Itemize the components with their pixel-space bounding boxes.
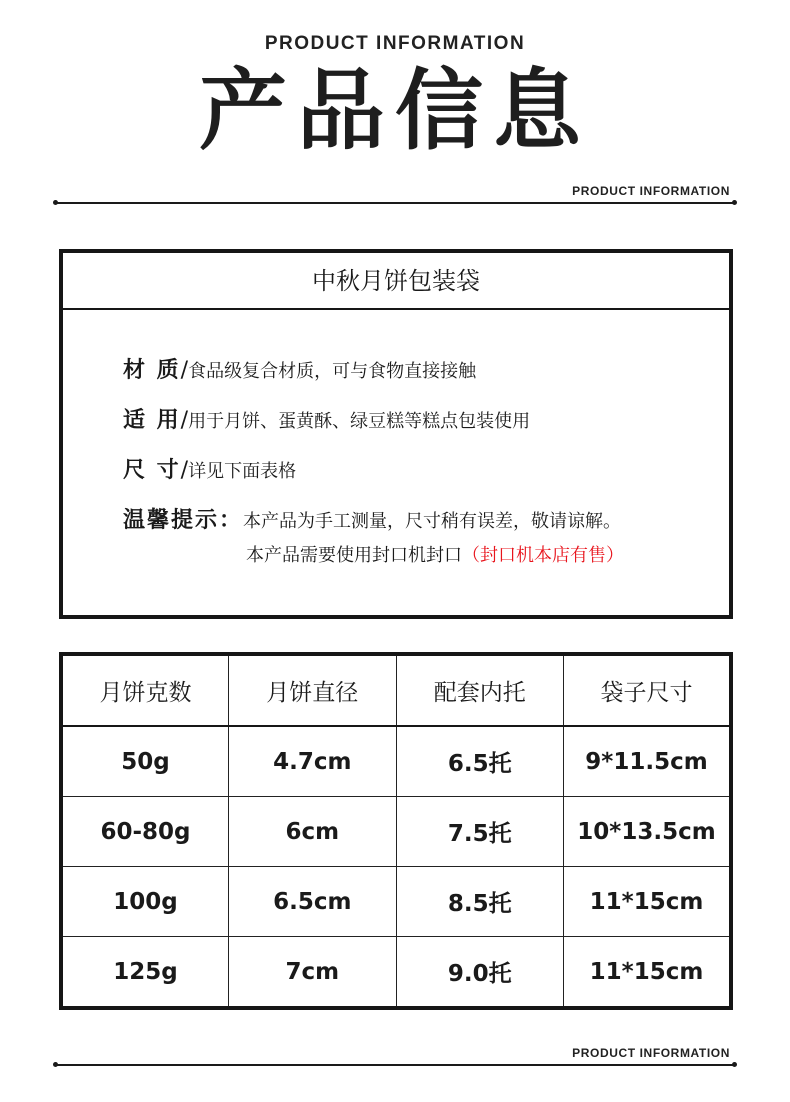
table-cell: 100g xyxy=(61,867,229,937)
info-row-material xyxy=(123,353,476,384)
table-cell: 60-80g xyxy=(61,797,229,867)
english-title: PRODUCT INFORMATION xyxy=(264,33,526,54)
table-cell: 50g xyxy=(61,726,229,797)
product-info-box xyxy=(59,249,733,619)
tip-highlight: （封口机本店有售） xyxy=(462,545,624,566)
size-table xyxy=(59,652,733,1010)
table-cell: 6.5cm xyxy=(229,867,397,937)
table-cell: 11*15cm xyxy=(564,937,732,1009)
info-value: 详见下面表格 xyxy=(188,461,297,482)
info-key: 适 用 xyxy=(123,408,181,433)
info-value: 食品级复合材质，可与食物直接接触 xyxy=(188,361,477,382)
tip-key: 温馨提示： xyxy=(123,508,244,533)
table-row xyxy=(61,937,731,1009)
divider-label-bottom: PRODUCT INFORMATION xyxy=(572,1046,730,1060)
table-cell: 9.0托 xyxy=(396,937,564,1009)
divider-bottom xyxy=(55,1064,735,1066)
table-row xyxy=(61,867,731,937)
info-value: 用于月饼、蛋黄酥、绿豆糕等糕点包装使用 xyxy=(188,411,531,432)
column-header: 袋子尺寸 xyxy=(564,654,732,726)
column-header: 配套内托 xyxy=(396,654,564,726)
divider-dot-icon xyxy=(53,200,58,205)
info-row-size xyxy=(123,453,296,484)
divider-dot-icon xyxy=(53,1062,58,1067)
info-box-title: 中秋月饼包装袋 xyxy=(63,253,729,310)
divider-label-top: PRODUCT INFORMATION xyxy=(572,184,730,198)
info-sep: / xyxy=(180,358,189,383)
divider-dot-icon xyxy=(732,200,737,205)
table-row xyxy=(61,726,731,797)
info-key: 材 质 xyxy=(123,358,181,383)
divider-dot-icon xyxy=(732,1062,737,1067)
table-cell: 8.5托 xyxy=(396,867,564,937)
divider-top xyxy=(55,202,735,204)
table-cell: 9*11.5cm xyxy=(564,726,732,797)
column-header: 月饼直径 xyxy=(229,654,397,726)
info-row-usage xyxy=(123,403,530,434)
table-cell: 11*15cm xyxy=(564,867,732,937)
table-cell: 7cm xyxy=(229,937,397,1009)
table-cell: 7.5托 xyxy=(396,797,564,867)
table-cell: 10*13.5cm xyxy=(564,797,732,867)
info-sep: / xyxy=(180,458,189,483)
table-cell: 6.5托 xyxy=(396,726,564,797)
info-row-tip xyxy=(123,503,621,534)
tip-line1: 本产品为手工测量，尺寸稍有误差，敬请谅解。 xyxy=(243,511,622,532)
table-cell: 4.7cm xyxy=(229,726,397,797)
info-key: 尺 寸 xyxy=(123,458,181,483)
chinese-title: 产品信息 xyxy=(198,58,591,162)
table-cell: 125g xyxy=(61,937,229,1009)
table-header-row xyxy=(61,654,731,726)
table-row xyxy=(61,797,731,867)
column-header: 月饼克数 xyxy=(61,654,229,726)
table-cell: 6cm xyxy=(229,797,397,867)
tip-line2: 本产品需要使用封口机封口 xyxy=(246,545,462,566)
tip-line2-row xyxy=(246,541,624,567)
info-sep: / xyxy=(180,408,189,433)
